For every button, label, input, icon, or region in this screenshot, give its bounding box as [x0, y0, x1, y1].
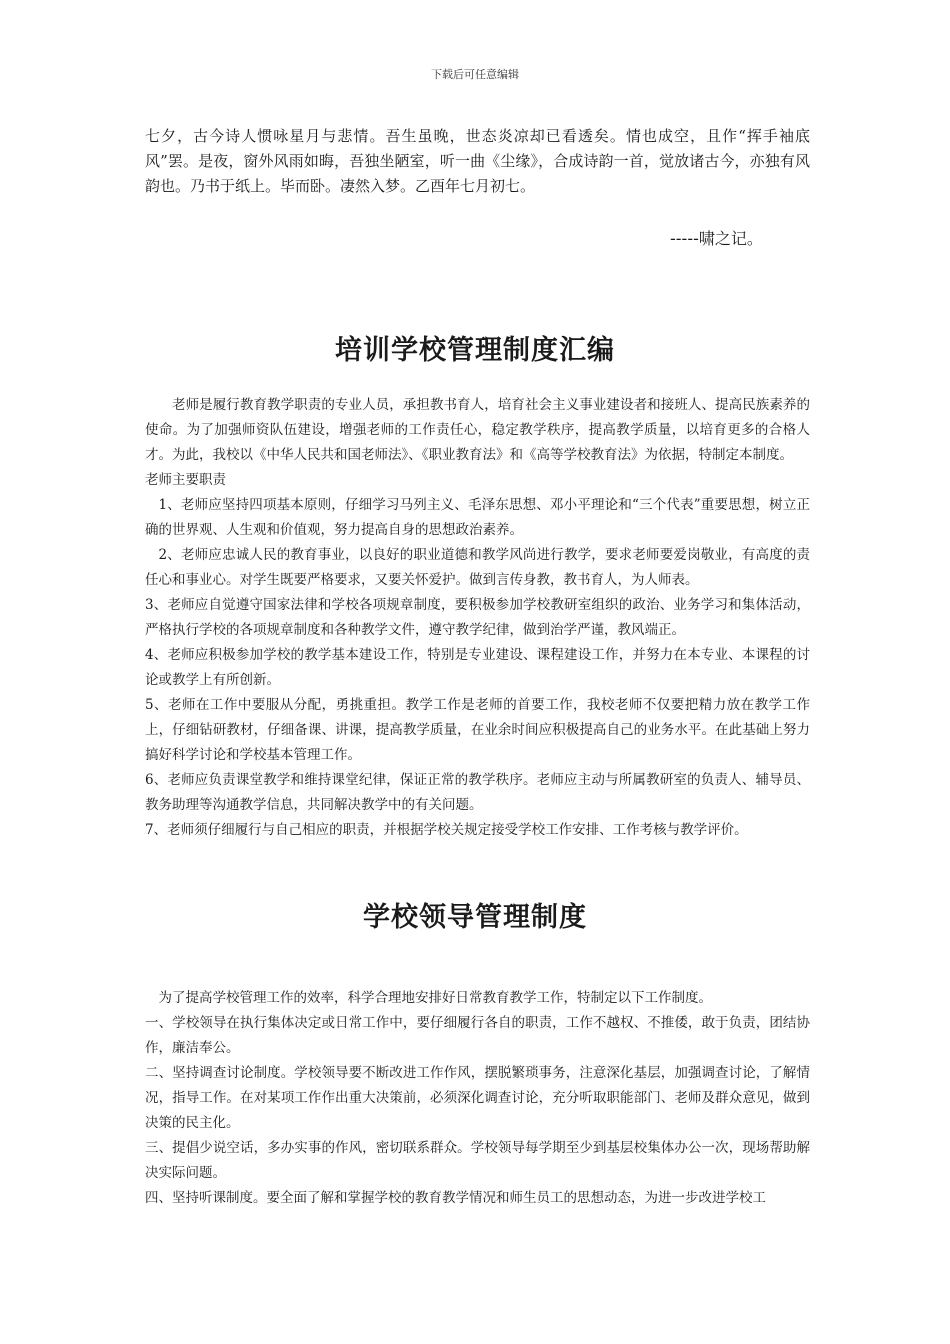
- intro-paragraph: [145, 124, 810, 199]
- doc1-item: 1、老师应坚持四项基本原则，仔细学习马列主义、毛泽东思想、邓小平理论和“三个代表”重要思想，树立正确的世界观、人生观和价值观，努力提高自身的思想政治素养。: [145, 497, 810, 538]
- doc2-item: 一、学校领导在执行集体决定或日常工作中，要仔细履行各自的职责，工作不越权、不推倭，敢于负责，团结协作，廉洁奉公。: [145, 1015, 810, 1056]
- doc2-item: 四、坚持听课制度。要全面了解和掌握学校的教育教学情况和师生员工的思想动态，为进一步改进学校工: [145, 1190, 766, 1206]
- doc1-item: 2、老师应忠诚人民的教育事业，以良好的职业道德和教学风尚进行教学，要求老师要爱岗敬业，有高度的责任心和事业心。对学生既要严格要求，又要关怀爱护。做到言传身教，教书育人，为人师表。: [145, 547, 810, 588]
- doc1-item: 7、老师须仔细履行与自己相应的职责，并根据学校关规定接受学校工作安排、工作考核与教学评价。: [145, 822, 748, 838]
- doc1-body: [145, 393, 810, 843]
- intro-text: 七夕，古今诗人惯咏星月与悲情。吾生虽晚，世态炎凉却已看透矣。情也成空，且作“挥手袖底风”罢。是夜，窗外风雨如晦，吾独坐陋室，听一曲《尘缘》，合成诗韵一首，觉放诸古今，亦独有风韵也。乃书于纸上。毕而卧。凄然入梦。乙酉年七月初七。: [145, 127, 810, 195]
- doc1-title: 培训学校管理制度汇编: [335, 335, 615, 366]
- doc2-body: [145, 986, 810, 1211]
- doc1-preface: 老师是履行教育教学职责的专业人员，承担教书育人，培育社会主义事业建设者和接班人、提高民族素养的使命。为了加强师资队伍建设，增强老师的工作责任心，稳定教学秩序，提高教学质量，以培育更多的合格人才。为此，我校以《中华人民共和国老师法》、《职业教育法》和《高等学校教育法》为依据，特制定本制度。: [145, 397, 810, 463]
- header-note: 下载后可任意编辑: [431, 68, 519, 81]
- doc1-item: 4、老师应积极参加学校的教学基本建设工作，特别是专业建设、课程建设工作，并努力在本专业、本课程的讨论或教学上有所创新。: [145, 647, 810, 688]
- doc2-title: 学校领导管理制度: [363, 902, 587, 933]
- doc2-preface: 为了提高学校管理工作的效率，科学合理地安排好日常教育教学工作，特制定以下工作制度。: [158, 990, 712, 1006]
- doc1-item: 5、老师在工作中要服从分配，勇挑重担。教学工作是老师的首要工作，我校老师不仅要把精力放在教学工作上，仔细钻研教材，仔细备课、讲课，提高教学质量，在业余时间应积极提高自己的业务水平。在此基础上努力搞好科学讨论和学校基本管理工作。: [145, 697, 810, 763]
- doc2-item: 二、坚持调查讨论制度。学校领导要不断改进工作作风，摆脱繁琐事务，注意深化基层，加强调查讨论，了解情况，指导工作。在对某项工作作出重大决策前，必须深化调查讨论，充分听取职能部门、老师及群众意见，做到决策的民主化。: [145, 1065, 810, 1131]
- doc1-item: 6、老师应负责课堂教学和维持课堂纪律，保证正常的教学秩序。老师应主动与所属教研室的负责人、辅导员、教务助理等沟通教学信息，共同解决教学中的有关问题。: [145, 772, 810, 813]
- doc2-item: 三、提倡少说空话，多办实事的作风，密切联系群众。学校领导每学期至少到基层校集体办公一次，现场帮助解决实际问题。: [145, 1140, 810, 1181]
- doc1-item: 3、老师应自觉遵守国家法律和学校各项规章制度，要积极参加学校教研室组织的政治、业务学习和集体活动，严格执行学校的各项规章制度和各种教学文件，遵守教学纪律，做到治学严谨，教风端正。: [145, 597, 810, 638]
- intro-signature: -----啸之记。: [670, 229, 763, 248]
- doc1-subheading: 老师主要职责: [145, 472, 226, 488]
